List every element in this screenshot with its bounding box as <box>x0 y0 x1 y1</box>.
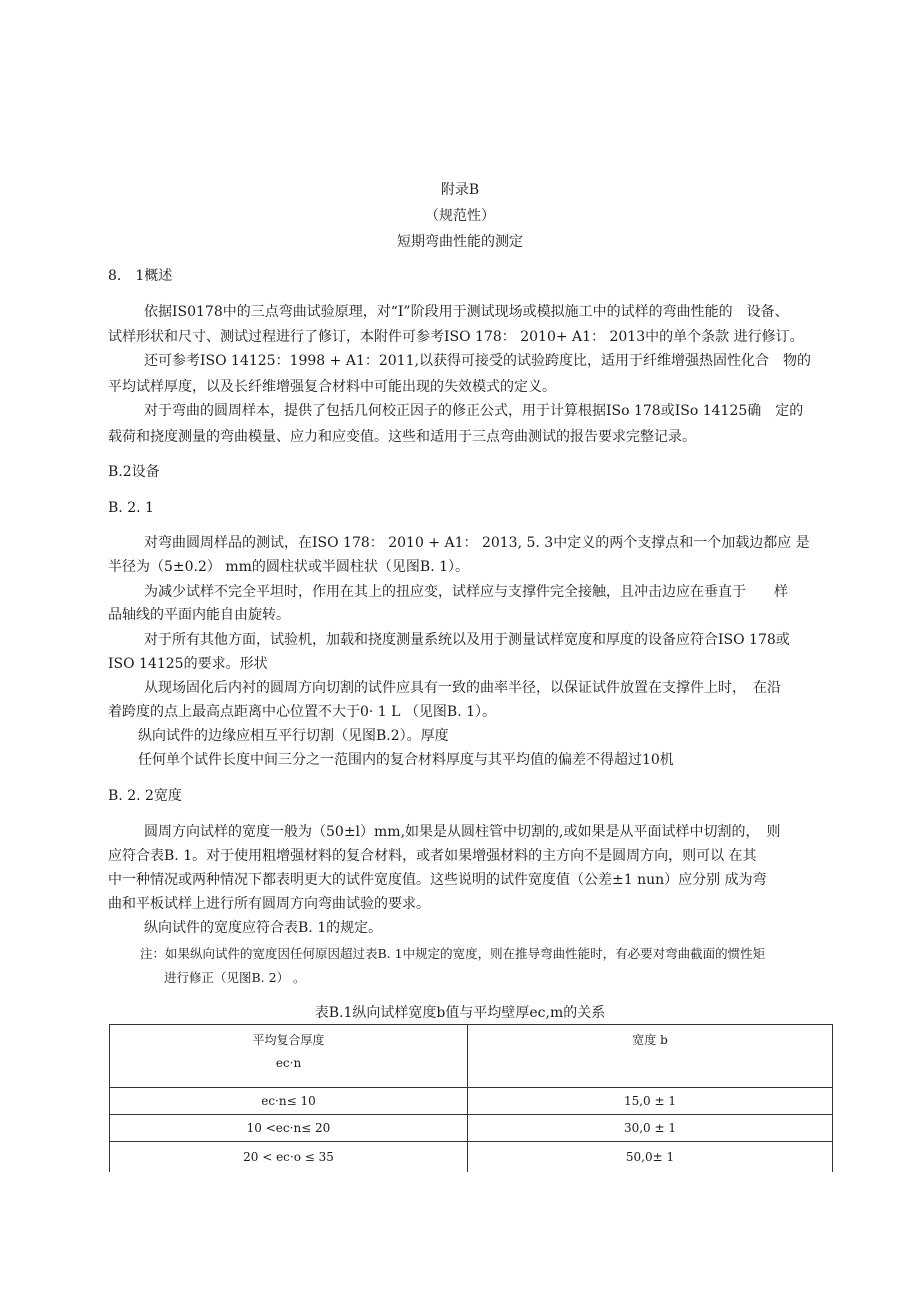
subsection-heading: B. 2. 1 <box>108 500 154 516</box>
normative-label: （规范性） <box>425 208 495 224</box>
paragraph-line: 纵向试件的宽度应符合表B. 1的规定。 <box>144 920 383 936</box>
table-row <box>110 1088 833 1115</box>
table-cell-width: 15,0 ± 1 <box>468 1088 833 1115</box>
paragraph-line: 应符合表B. 1。对于使用粗增强材料的复合材料，或者如果增强材料的主方向不是圆周方向，则可以 在其 <box>108 848 757 864</box>
paragraph-line: 对弯曲圆周样品的测试，在ISO 178： 2010 + A1： 2013, 5. 3中定义的两个支撑点和一个加载边都应 是 <box>144 535 810 551</box>
paragraph-line: 还可参考ISO 14125：1998 + A1：2011,以获得可接受的试验跨度比，适用于纤维增强热固性化合 物的 <box>144 353 811 369</box>
paragraph-line: 平均试样厚度，以及长纤维增强复合材料中可能出现的失效模式的定义。 <box>108 379 556 395</box>
table-row <box>110 1115 833 1142</box>
paragraph-line: 为减少试样不完全平坦时，作用在其上的扭应变，试样应与支撑件完全接触，且冲击边应在垂直于 样 <box>144 584 788 600</box>
table-header-width: 宽度 b <box>468 1025 833 1088</box>
table-header-thickness-symbol: ec·n <box>275 1056 302 1070</box>
table-caption: 表B.1纵向试样宽度b值与平均壁厚ec,m的关系 <box>314 1005 606 1021</box>
appendix-title: 短期弯曲性能的测定 <box>397 234 523 250</box>
paragraph-line: 对于弯曲的圆周样本，提供了包括几何校正因子的修正公式，用于计算根据ISo 178或ISo 14125确 定的 <box>144 403 804 419</box>
section-heading-overview: 8. 1概述 <box>108 268 173 284</box>
paragraph-line: 圆周方向试样的宽度一般为（50±l）mm,如果是从圆柱管中切割的,或如果是从平面试样中切割的， 则 <box>144 824 781 840</box>
table-header-row <box>110 1025 833 1088</box>
width-thickness-table <box>109 1024 833 1172</box>
section-heading-equipment: B.2设备 <box>108 464 160 480</box>
section-heading-width: B. 2. 2宽度 <box>108 788 182 804</box>
table-cell-range: 20 < ec·o ≤ 35 <box>110 1142 468 1173</box>
note-line: 进行修正（见图B. 2） 。 <box>164 970 306 985</box>
table-cell-width: 50,0± 1 <box>468 1142 833 1173</box>
paragraph-line: 中一种情况或两种情况下都表明更大的试件宽度值。这些说明的试件宽度值（公差±1 nun）应分别 成为弯 <box>108 872 767 888</box>
paragraph-line: 纵向试件的边缘应相互平行切割（见图B.2）。厚度 <box>138 728 449 744</box>
table-row <box>110 1142 833 1173</box>
paragraph-line: 对于所有其他方面，试验机，加载和挠度测量系统以及用于测量试样宽度和厚度的设备应符合ISO 178或 <box>144 632 790 648</box>
table-cell-range: 10 <ec·n≤ 20 <box>110 1115 468 1142</box>
paragraph-line: ISO 14125的要求。形状 <box>108 656 268 672</box>
paragraph-line: 半径为（5±0.2） mm的圆柱状或半圆柱状（见图B. 1）。 <box>108 559 469 575</box>
note-line: 注：如果纵向试件的宽度因任何原因超过表B. 1中规定的宽度，则在推导弯曲性能时，有必要对弯曲截面的惯性矩 <box>140 946 766 961</box>
paragraph-line: 品轴线的平面内能自由旋转。 <box>108 607 290 623</box>
appendix-label: 附录B <box>440 182 480 198</box>
paragraph-line: 依据IS0178中的三点弯曲试验原理，对“I”阶段用于测试现场或模拟施工中的试样的弯曲性能的 设备、 <box>144 304 789 320</box>
paragraph-line: 试样形状和尺寸、测试过程进行了修订，本附件可参考ISO 178： 2010+ A1： 2013中的单个条款 进行修订。 <box>108 329 804 345</box>
paragraph-line: 任何单个试件长度中间三分之一范围内的复合材料厚度与其平均值的偏差不得超过10机 <box>138 752 674 768</box>
paragraph-line: 从现场固化后内衬的圆周方向切割的试件应具有一致的曲率半径，以保证试件放置在支撑件上时， 在沿 <box>144 680 781 696</box>
table-header-thickness <box>110 1025 468 1088</box>
paragraph-line: 载荷和挠度测量的弯曲模量、应力和应变值。这些和适用于三点弯曲测试的报告要求完整记录。 <box>108 429 696 445</box>
table-cell-range: ec·n≤ 10 <box>110 1088 468 1115</box>
table-header-thickness-label: 平均复合厚度 <box>252 1033 325 1047</box>
paragraph-line: 着跨度的点上最高点距离中心位置不大于0· 1 L （见图B. 1）。 <box>108 704 497 720</box>
paragraph-line: 曲和平板试样上进行所有圆周方向弯曲试验的要求。 <box>108 896 430 912</box>
table-cell-width: 30,0 ± 1 <box>468 1115 833 1142</box>
